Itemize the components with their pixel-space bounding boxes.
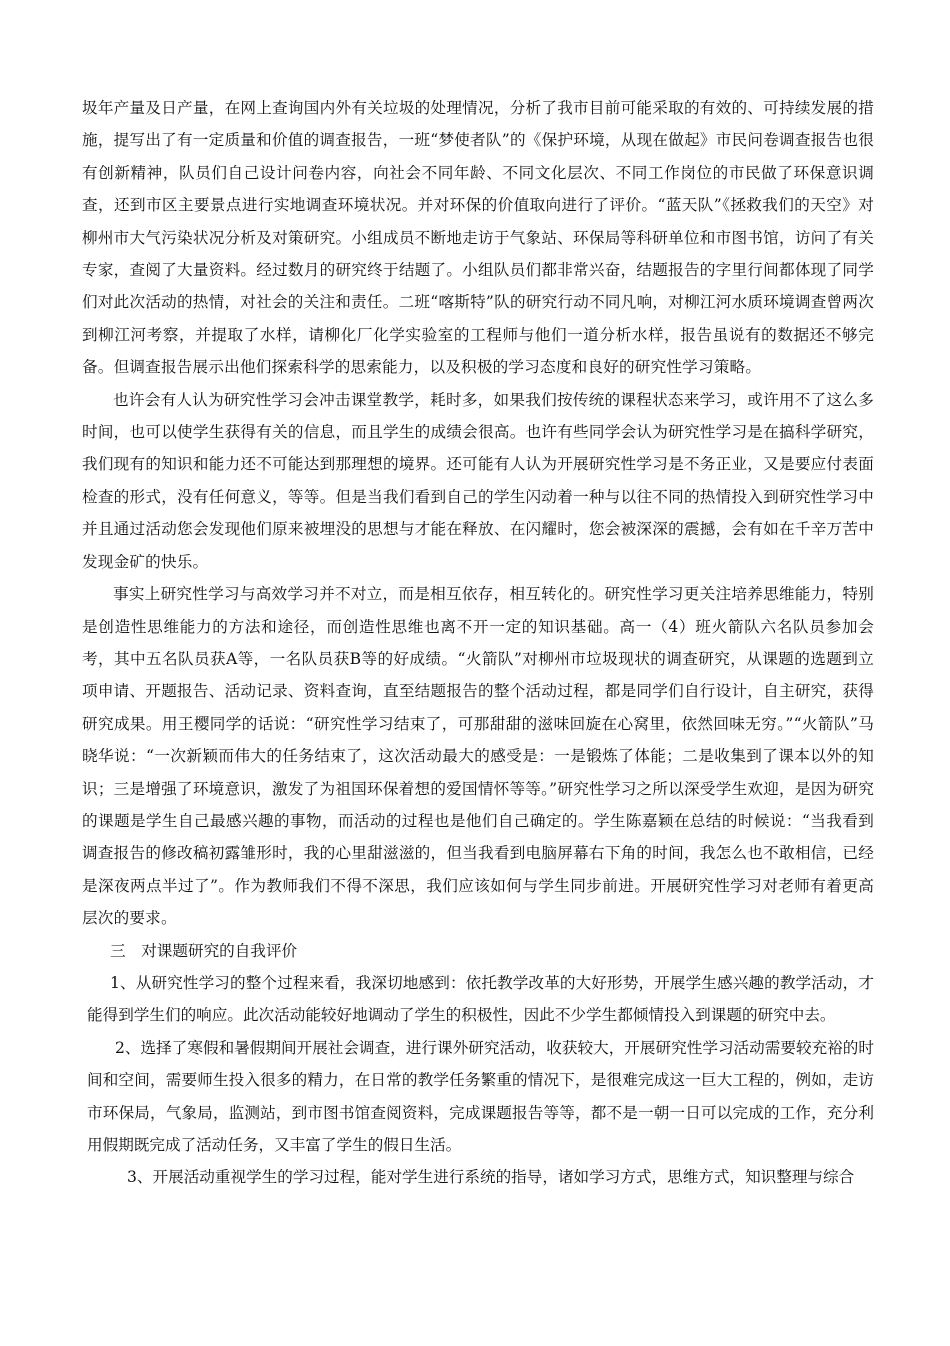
document-page	[82, 92, 874, 1194]
section-heading: 三 对课题研究的自我评价	[110, 941, 298, 960]
body-paragraph-1: 圾年产量及日产量，在网上查询国内外有关垃圾的处理情况，分析了我市目前可能采取的有效的、可持续发展的措施，提写出了有一定质量和价值的调查报告，一班“梦使者队”的《保护环境，从现在做起》市民问卷调查报告也很有创新精神，队员们自己设计问卷内容，向社会不同年龄、不同文化层次、不同工作岗位的市民做了环保意识调查，还到市区主要景点进行实地调查环境状况。并对环保的价值取向进行了评价。“蓝天队”《拯救我们的天空》对柳州市大气污染状况分析及对策研究。小组成员不断地走访于气象站、环保局等科研单位和市图书馆，访问了有关专家，查阅了大量资料。经过数月的研究终于结题了。小组队员们都非常兴奋，结题报告的字里行间都体现了同学们对此次活动的热情，对社会的关注和责任。二班“喀斯特”队的研究行动不同凡响，对柳江河水质环境调查曾两次到柳江河考察，并提取了水样，请柳化厂化学实验室的工程师与他们一道分析水样，报告虽说有的数据还不够完备。但调查报告展示出他们探索科学的思索能力，以及积极的学习态度和良好的研究性学习策略。	[82, 99, 874, 377]
body-paragraph-3: 事实上研究性学习与高效学习并不对立，而是相互依存，相互转化的。研究性学习更关注培养思维能力，特别是创造性思维能力的方法和途径，而创造性思维也离不开一定的知识基础。高一（4）班火箭队六名队员参加会考，其中五名队员获A等，一名队员获B等的好成绩。“火箭队”对柳州市垃圾现状的调查研究，从课题的选题到立项申请、开题报告、活动记录、资料查询，直至结题报告的整个活动过程，都是同学们自行设计，自主研究，获得研究成果。用王樱同学的话说：“研究性学习结束了，可那甜甜的滋味回旋在心窝里，依然回味无穷。”“火箭队”马晓华说：“一次新颖而伟大的任务结束了，这次活动最大的感受是：一是锻炼了体能；二是收集到了课本以外的知识；三是增强了环境意识，激发了为祖国环保着想的爱国情怀等等。”研究性学习之所以深受学生欢迎，是因为研究的课题是学生自己最感兴趣的事物，而活动的过程也是他们自己确定的。学生陈嘉颖在总结的时候说：“当我看到调查报告的修改稿初露雏形时，我的心里甜滋滋的，但当我看到电脑屏幕右下角的时间，我怎么也不敢相信，已经是深夜两点半过了”。作为教师我们不得不深思，我们应该如何与学生同步前进。开展研究性学习对老师有着更高层次的要求。	[82, 585, 874, 928]
list-item-1: 1、从研究性学习的整个过程来看，我深切地感到：依托教学改革的大好形势，开展学生感兴趣的教学活动，才能得到学生们的响应。此次活动能较好地调动了学生的积极性，因此不少学生都倾情投入到课题的研究中去。	[87, 973, 874, 1025]
body-paragraph-2: 也许会有人认为研究性学习会冲击课堂教学，耗时多，如果我们按传统的课程状态来学习，或许用不了这么多时间，也可以使学生获得有关的信息，而且学生的成绩会很高。也许有些同学会认为研究性学习是在搞科学研究，我们现有的知识和能力还不可能达到那理想的境界。还可能有人认为开展研究性学习是不务正业，又是要应付表面检查的形式，没有任何意义，等等。但是当我们看到自己的学生闪动着一种与以往不同的热情投入到研究性学习中并且通过活动您会发现他们原来被埋没的思想与才能在释放、在闪耀时，您会被深深的震撼，会有如在千辛万苦中发现金矿的快乐。	[82, 390, 874, 571]
list-item-2: 2、选择了寒假和暑假期间开展社会调查，进行课外研究活动，收获较大，开展研究性学习活动需要较充裕的时间和空间，需要师生投入很多的精力，在日常的教学任务繁重的情况下，是很难完成这一巨大工程的，例如，走访市环保局，气象局，监测站，到市图书馆查阅资料，完成课题报告等等，都不是一朝一日可以完成的工作，充分利用假期既完成了活动任务，又丰富了学生的假日生活。	[87, 1038, 874, 1154]
list-item-3: 3、开展活动重视学生的学习过程，能对学生进行系统的指导，诸如学习方式，思维方式，知识整理与综合	[127, 1168, 855, 1187]
